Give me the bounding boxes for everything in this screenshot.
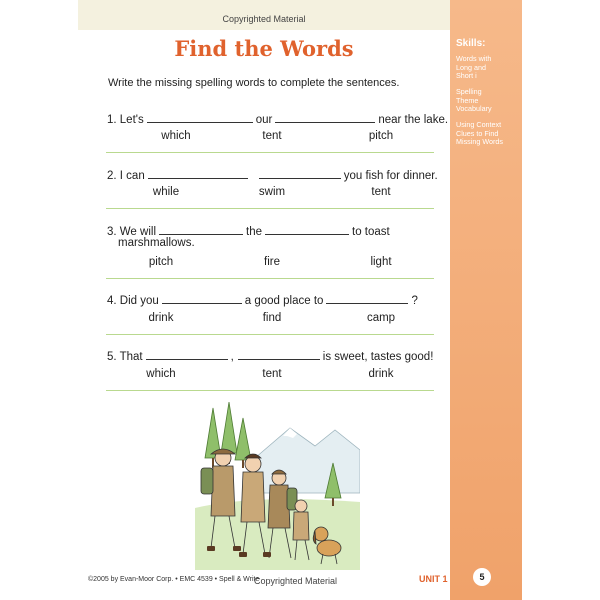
- answer-blank[interactable]: [159, 224, 243, 235]
- sentence-3: [107, 224, 390, 238]
- unit-label: UNIT 1: [419, 574, 448, 584]
- answer-blank[interactable]: [147, 112, 253, 123]
- divider: [106, 152, 434, 153]
- word-choice: fire: [264, 256, 280, 268]
- skill-1-line: Short i: [456, 71, 477, 80]
- sentence-text: 4. Did you: [107, 295, 159, 307]
- word-choice: tent: [371, 186, 391, 198]
- hikers-illustration: [195, 398, 360, 570]
- sentence-text: you fish for dinner.: [343, 170, 438, 182]
- skill-1-line: Long and: [456, 62, 486, 72]
- answer-blank[interactable]: [146, 349, 228, 360]
- answer-blank[interactable]: [326, 293, 408, 304]
- copyright-top: Copyrighted Material: [222, 14, 306, 24]
- page-number: 5: [473, 568, 491, 586]
- word-choice: tent: [262, 368, 282, 380]
- divider: [106, 278, 434, 279]
- word-choice: which: [161, 130, 191, 142]
- page-title: Find the Words: [174, 36, 354, 61]
- word-choice: find: [262, 312, 282, 324]
- sentence-3-continued: marshmallows.: [118, 237, 195, 249]
- skill-2: [456, 88, 518, 114]
- skill-1-line: Words with: [456, 54, 492, 63]
- skill-3-line: Missing Words: [456, 137, 503, 146]
- sentence-1: [107, 112, 448, 126]
- word-choice: which: [146, 368, 176, 380]
- sentence-5: [107, 349, 433, 363]
- answer-blank[interactable]: [238, 349, 320, 360]
- sentence-text: the: [246, 226, 262, 238]
- footer-copyright: ©2005 by Evan-Moor Corp. • EMC 4539 • Spell & Write: [88, 576, 260, 583]
- sentence-text: 3. We will: [107, 226, 156, 238]
- skill-3-line: Clues to Find: [456, 128, 499, 138]
- sentence-text: is sweet, tastes good!: [322, 351, 434, 363]
- sentence-text: ?: [411, 295, 418, 307]
- skill-3: [456, 121, 518, 147]
- header-band: [78, 0, 450, 30]
- divider: [106, 208, 434, 209]
- skill-1: [456, 55, 518, 81]
- word-choice: pitch: [148, 256, 174, 268]
- answer-blank[interactable]: [259, 168, 341, 179]
- word-choice: light: [370, 256, 392, 268]
- word-choice: while: [152, 186, 180, 198]
- word-choice: camp: [366, 312, 396, 324]
- sentence-text: near the lake.: [378, 114, 449, 126]
- skills-title: Skills:: [456, 38, 486, 49]
- sentence-text: our: [255, 114, 273, 126]
- answer-blank[interactable]: [265, 224, 349, 235]
- skill-2-line: Theme: [456, 95, 479, 105]
- sentence-text: ,: [230, 351, 234, 363]
- answer-blank[interactable]: [162, 293, 242, 304]
- sentence-text: 2. I can: [107, 170, 145, 182]
- divider: [106, 390, 434, 391]
- skill-2-line: Spelling: [456, 87, 482, 96]
- word-choice: drink: [148, 312, 174, 324]
- sentence-text: to toast: [352, 226, 390, 238]
- answer-blank[interactable]: [275, 112, 375, 123]
- answer-blank[interactable]: [148, 168, 248, 179]
- sentence-text: a good place to: [244, 295, 324, 307]
- sentence-text: 5. That: [107, 351, 143, 363]
- skill-3-line: Using Context: [456, 120, 502, 129]
- sentence-text: 1. Let's: [107, 114, 144, 126]
- divider: [106, 334, 434, 335]
- sentence-2: [107, 168, 438, 182]
- footer-copyright-center: Copyrighted Material: [254, 576, 338, 586]
- instructions: Write the missing spelling words to complete the sentences.: [108, 77, 400, 89]
- word-choice: tent: [262, 130, 282, 142]
- skill-2-line: Vocabulary: [456, 104, 492, 113]
- sentence-4: [107, 293, 418, 307]
- word-choice: pitch: [368, 130, 394, 142]
- word-choice: swim: [258, 186, 286, 198]
- word-choice: drink: [368, 368, 394, 380]
